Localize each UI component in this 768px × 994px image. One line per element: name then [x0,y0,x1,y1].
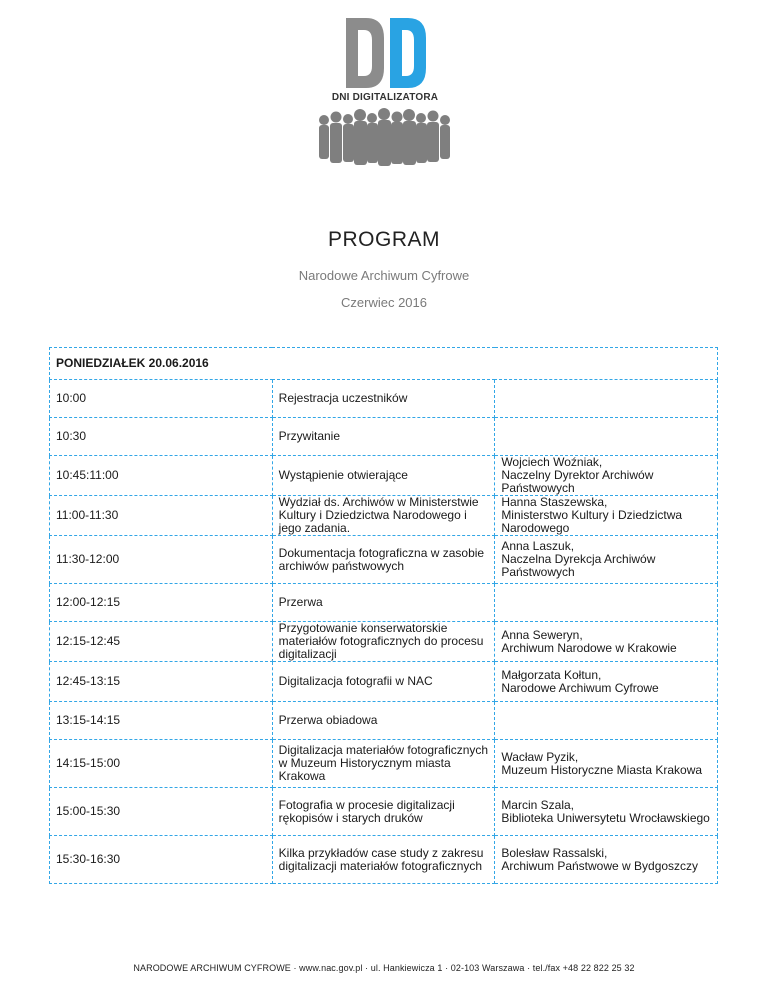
speaker-cell: Wojciech Woźniak, Naczelny Dyrektor Archiwów Państwowych [495,456,718,496]
speaker-cell: Bolesław Rassalski, Archiwum Państwowe w Bydgoszczy [495,836,718,884]
topic-cell: Digitalizacja fotografii w NAC [272,662,495,702]
table-row [50,788,718,836]
speaker-cell: Anna Laszuk, Naczelna Dyrekcja Archiwów Państwowych [495,536,718,584]
topic-cell: Wystąpienie otwierające [272,456,495,496]
time-cell: 12:45-13:15 [50,662,273,702]
time-cell: 14:15-15:00 [50,740,273,788]
time-cell: 10:30 [50,418,273,456]
speaker-cell: Małgorzata Kołtun, Narodowe Archiwum Cyfrowe [495,662,718,702]
speaker-cell [495,584,718,622]
table-row [50,456,718,496]
speaker-cell [495,380,718,418]
table-row [50,418,718,456]
table-row [50,584,718,622]
time-cell: 11:30-12:00 [50,536,273,584]
topic-cell: Rejestracja uczestników [272,380,495,418]
time-cell: 13:15-14:15 [50,702,273,740]
topic-cell: Fotografia w procesie digitalizacji rękopisów i starych druków [272,788,495,836]
topic-cell: Przerwa obiadowa [272,702,495,740]
time-cell: 10:45:11:00 [50,456,273,496]
speaker-cell [495,702,718,740]
time-cell: 11:00-11:30 [50,496,273,536]
topic-cell: Digitalizacja materiałów fotograficznych w Muzeum Historycznym miasta Krakowa [272,740,495,788]
time-cell: 12:15-12:45 [50,622,273,662]
table-row [50,836,718,884]
topic-cell: Dokumentacja fotograficzna w zasobie archiwów państwowych [272,536,495,584]
table-row [50,702,718,740]
table-row [50,380,718,418]
table-row [50,536,718,584]
time-cell: 10:00 [50,380,273,418]
footer: NARODOWE ARCHIWUM CYFROWE · www.nac.gov.pl · ul. Hankiewicza 1 · 02-103 Warszawa · tel./fax +48 22 822 25 32 [133,963,635,973]
event-date: Czerwiec 2016 [341,295,427,310]
time-cell: 12:00-12:15 [50,584,273,622]
speaker-cell [495,418,718,456]
day-header: PONIEDZIAŁEK 20.06.2016 [50,348,718,380]
logo-text: DNI DIGITALIZATORA [331,92,439,103]
time-cell: 15:00-15:30 [50,788,273,836]
logo [310,14,460,172]
table-row [50,740,718,788]
speaker-cell: Wacław Pyzik, Muzeum Historyczne Miasta Krakowa [495,740,718,788]
topic-cell: Przywitanie [272,418,495,456]
table-row [50,496,718,536]
day-header-row [50,348,718,380]
speaker-cell: Marcin Szala, Biblioteka Uniwersytetu Wrocławskiego [495,788,718,836]
topic-cell: Przerwa [272,584,495,622]
topic-cell: Kilka przykładów case study z zakresu digitalizacji materiałów fotograficznych [272,836,495,884]
time-cell: 15:30-16:30 [50,836,273,884]
speaker-cell: Anna Seweryn, Archiwum Narodowe w Krakowie [495,622,718,662]
table-row [50,662,718,702]
table-row [50,622,718,662]
organizer: Narodowe Archiwum Cyfrowe [298,268,470,283]
topic-cell: Przygotowanie konserwatorskie materiałów fotograficznych do procesu digitalizacji [272,622,495,662]
page-title: PROGRAM [327,228,440,251]
topic-cell: Wydział ds. Archiwów w Ministerstwie Kultury i Dziedzictwa Narodowego i jego zadania. [272,496,495,536]
program-table [49,347,718,884]
speaker-cell: Hanna Staszewska, Ministerstwo Kultury i Dziedzictwa Narodowego [495,496,718,536]
